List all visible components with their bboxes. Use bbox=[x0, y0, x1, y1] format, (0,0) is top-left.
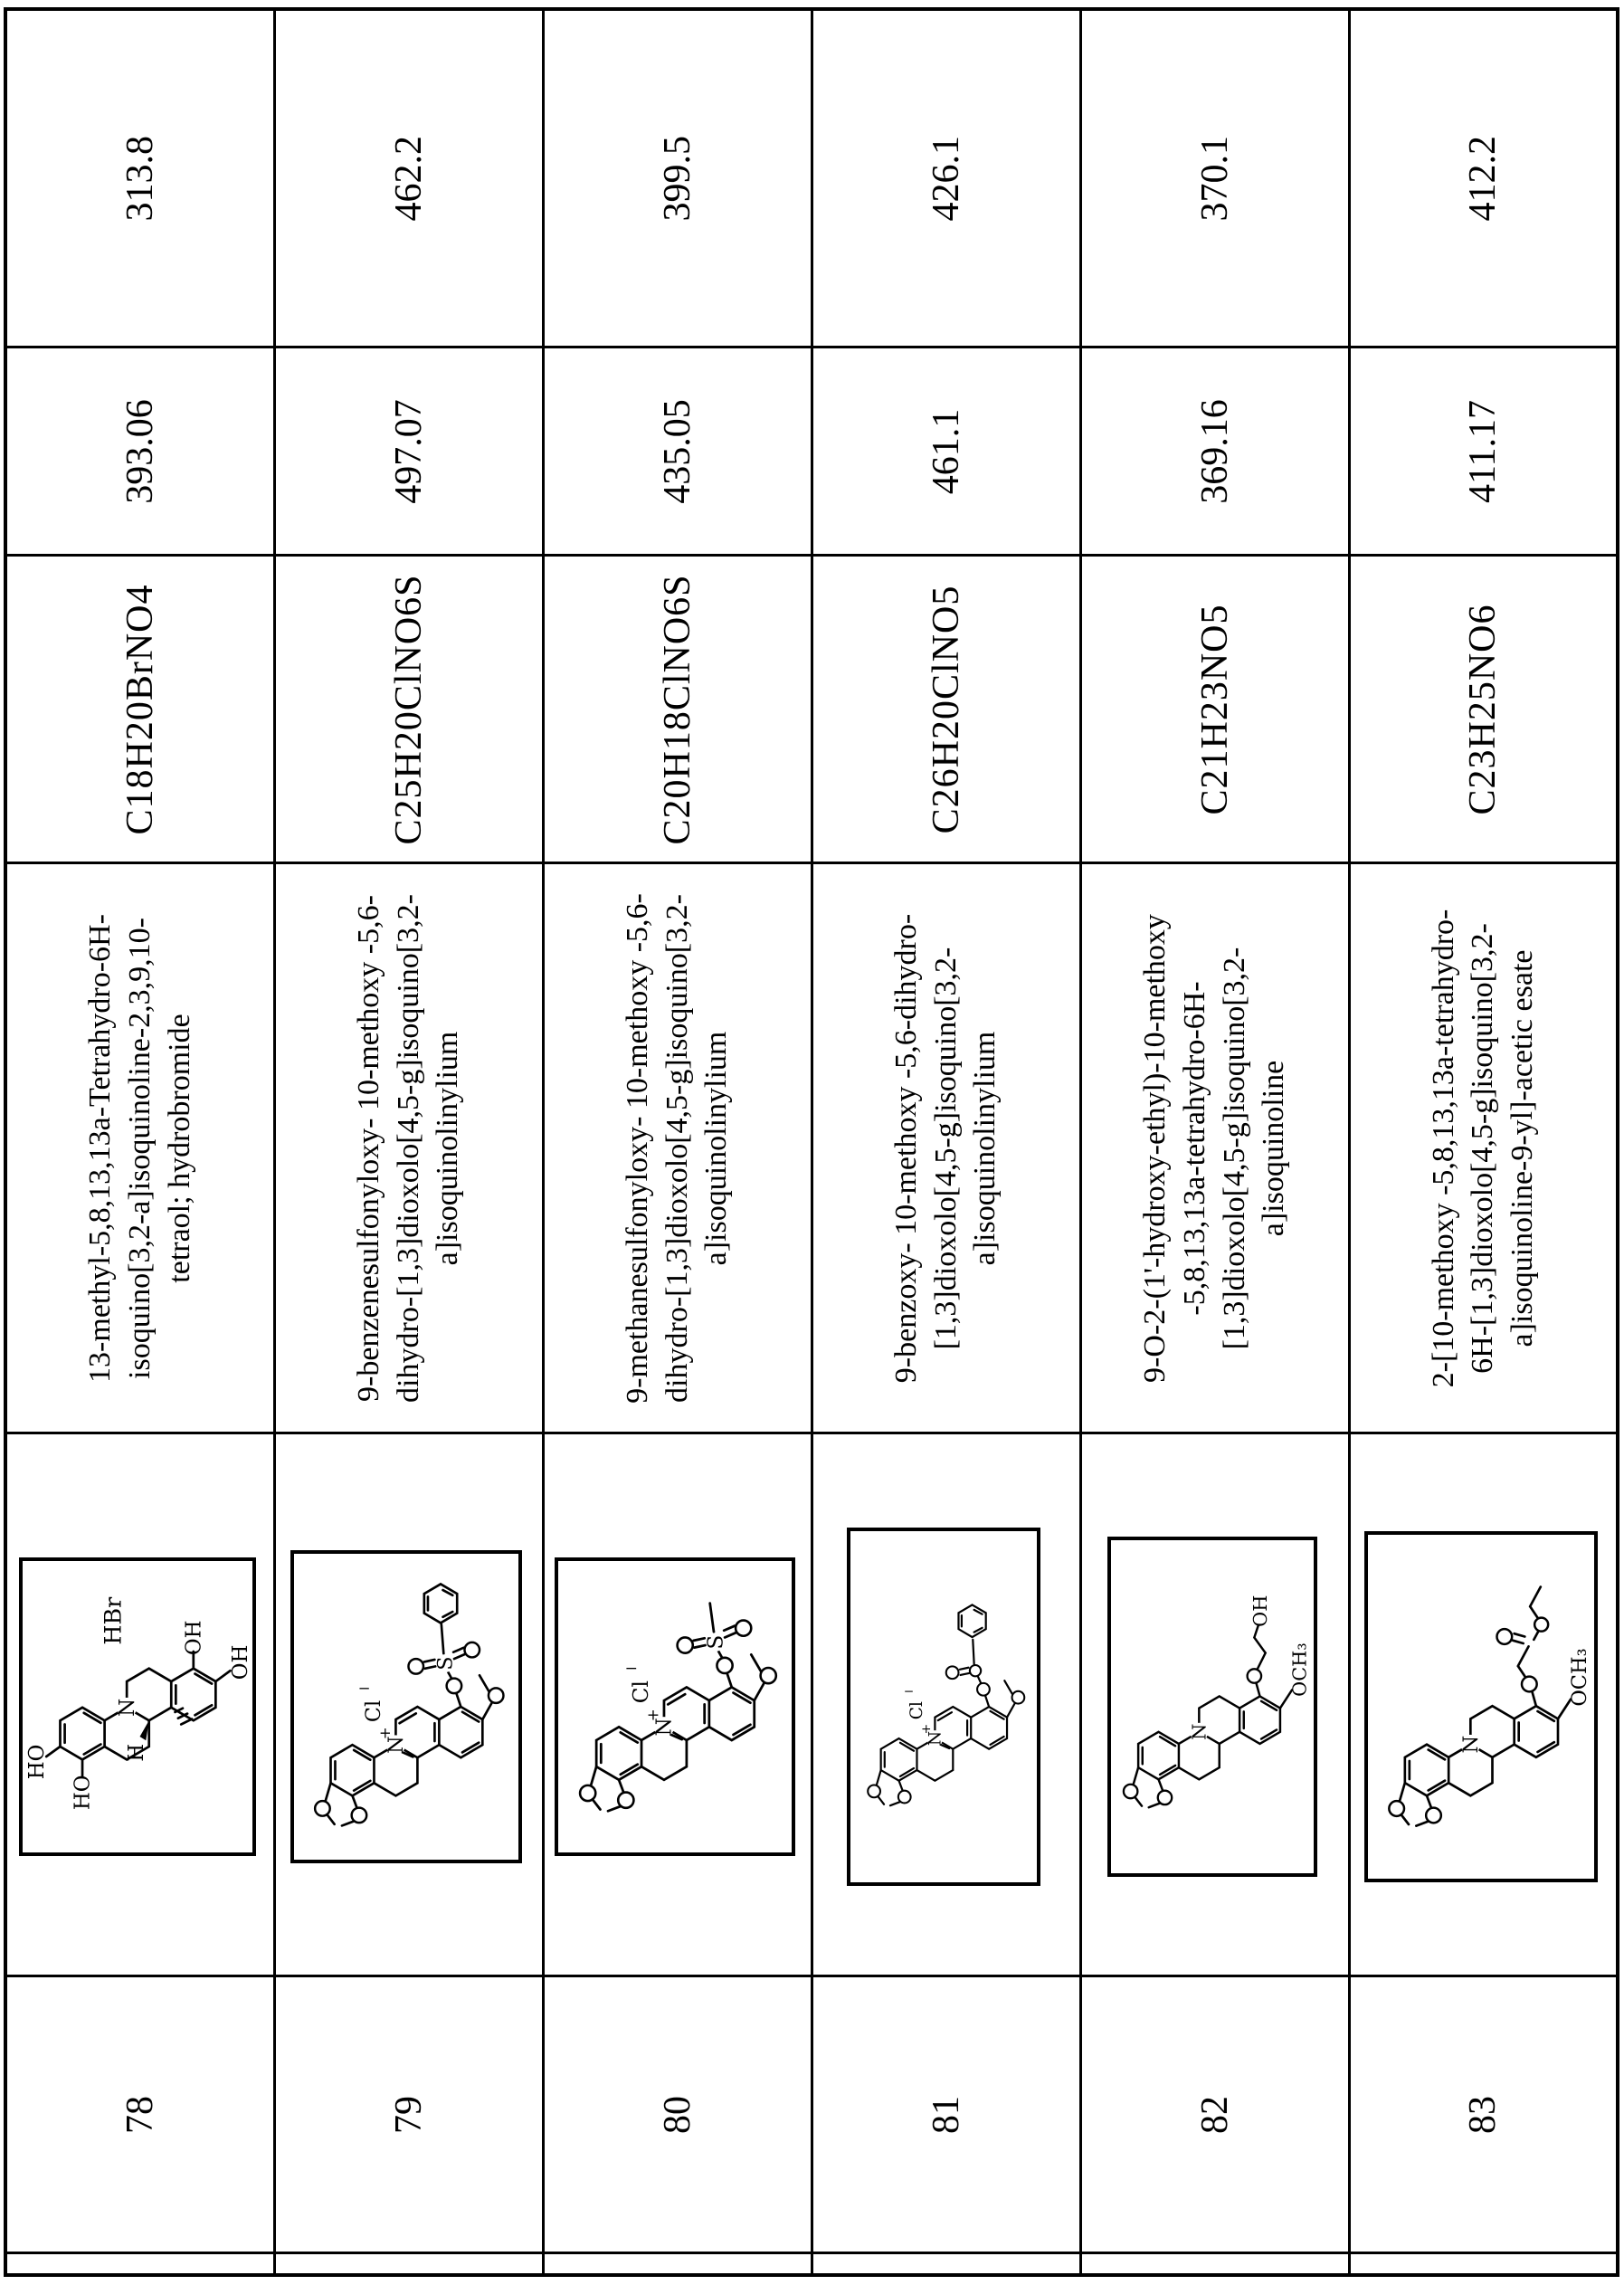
structure-drawing-83 bbox=[1368, 1535, 1594, 1879]
charge-minus: − bbox=[903, 1684, 915, 1699]
molecular-formula: C18H20BrNO4 bbox=[5, 556, 274, 863]
molecular-formula: C25H20ClNO6S bbox=[274, 556, 543, 863]
table-row-80 bbox=[543, 9, 812, 2275]
exact-mass: 411.17 bbox=[1349, 348, 1618, 556]
charge-minus: − bbox=[624, 1660, 639, 1679]
atom-label-n: N bbox=[384, 1736, 408, 1754]
group-label-och3: OCH₃ bbox=[1288, 1642, 1311, 1697]
charge-plus: + bbox=[646, 1706, 660, 1725]
counterion-cl: Cl bbox=[362, 1699, 386, 1723]
exact-mass: 393.06 bbox=[5, 348, 274, 556]
group-label-och3: OCH₃ bbox=[1567, 1648, 1591, 1707]
atom-label-n: N bbox=[115, 1698, 139, 1717]
atom-label-n: N bbox=[1458, 1735, 1483, 1754]
table-row-81 bbox=[812, 9, 1080, 2275]
compound-table bbox=[4, 7, 1619, 2277]
molecular-formula: C23H25NO6 bbox=[1349, 556, 1618, 863]
compound-number: 79 bbox=[274, 1976, 543, 2253]
compound-name: 13-methyl-5,8,13,13a-Tetrahydro-6H-isoquino[3,2-a]isoquinoline-2,3,9,10-tetraol; hydrobromide bbox=[5, 863, 274, 1433]
table-row-83 bbox=[1349, 9, 1618, 2275]
compound-name: 9-O-2-(1'-hydroxy-ethyl)-10-methoxy -5,8,13,13a-tetrahydro-6H-[1,3]dioxolo[4,5-g]isoquino[3,2-a]isoquinoline bbox=[1080, 863, 1349, 1433]
ms-value: 462.2 bbox=[274, 9, 543, 348]
atom-label-n: N bbox=[926, 1730, 945, 1747]
exact-mass: 461.1 bbox=[812, 348, 1080, 556]
bottom-double-line-gap bbox=[274, 2253, 543, 2275]
exact-mass: 369.16 bbox=[1080, 348, 1349, 556]
compound-number: 78 bbox=[5, 1976, 274, 2253]
atom-label-h: H bbox=[124, 1743, 148, 1762]
bottom-double-line-gap bbox=[543, 2253, 812, 2275]
compound-number: 81 bbox=[812, 1976, 1080, 2253]
stereo-wedge bbox=[140, 1720, 149, 1740]
bottom-double-line-gap bbox=[812, 2253, 1080, 2275]
salt-label-hbr: HBr bbox=[99, 1596, 127, 1645]
structure-box-83 bbox=[1364, 1531, 1598, 1882]
rotated-table-wrapper bbox=[4, 11, 1616, 2277]
bottom-double-line-gap bbox=[1080, 2253, 1349, 2275]
compound-name: 9-methanesulfonyloxy- 10-methoxy -5,6-dihydro-[1,3]dioxolo[4,5-g]isoquino[3,2-a]isoquinolinylium bbox=[543, 863, 812, 1433]
group-label-ho: HO bbox=[71, 1775, 95, 1811]
molecular-formula: C20H18ClNO6S bbox=[543, 556, 812, 863]
compound-number: 83 bbox=[1349, 1976, 1618, 2253]
molecular-formula: C21H23NO5 bbox=[1080, 556, 1349, 863]
molecular-formula: C26H20ClNO5 bbox=[812, 556, 1080, 863]
compound-name: 2-[10-methoxy -5,8,13,13a-tetrahydro-6H-[1,3]dioxolo[4,5-g]isoquino[3,2-a]isoquinoline-9-yl]-acetic esate bbox=[1349, 863, 1618, 1433]
counterion-cl: Cl bbox=[628, 1680, 653, 1704]
structure-box-80 bbox=[555, 1557, 795, 1856]
atom-label-n: N bbox=[1188, 1723, 1211, 1740]
structure-drawing-78 bbox=[23, 1561, 252, 1852]
ms-value: 370.1 bbox=[1080, 9, 1349, 348]
atom-label-s: S bbox=[703, 1634, 728, 1650]
compound-number: 80 bbox=[543, 1976, 812, 2253]
group-label-oh: OH bbox=[1249, 1595, 1272, 1627]
compound-number: 82 bbox=[1080, 1976, 1349, 2253]
group-label-oh: OH bbox=[229, 1644, 252, 1680]
ms-value: 399.5 bbox=[543, 9, 812, 348]
charge-minus: − bbox=[357, 1680, 371, 1698]
exact-mass: 435.05 bbox=[543, 348, 812, 556]
structure-drawing-81 bbox=[850, 1531, 1037, 1882]
charge-plus: + bbox=[921, 1721, 932, 1737]
ms-value: 313.8 bbox=[5, 9, 274, 348]
compound-name: 9-benzenesulfonyloxy- 10-methoxy -5,6-dihydro-[1,3]dioxolo[4,5-g]isoquino[3,2-a]isoquinolinylium bbox=[274, 863, 543, 1433]
ms-value: 412.2 bbox=[1349, 9, 1618, 348]
ms-value: 426.1 bbox=[812, 9, 1080, 348]
structure-drawing-82 bbox=[1111, 1540, 1314, 1873]
group-label-oh: OH bbox=[182, 1620, 206, 1656]
table-row-78 bbox=[5, 9, 274, 2275]
structure-box-81 bbox=[847, 1528, 1040, 1886]
table-row-82 bbox=[1080, 9, 1349, 2275]
atom-label-n: N bbox=[651, 1718, 677, 1737]
charge-plus: + bbox=[378, 1724, 392, 1742]
structure-box-82 bbox=[1107, 1537, 1317, 1877]
atom-label-s: S bbox=[433, 1656, 458, 1671]
exact-mass: 497.07 bbox=[274, 348, 543, 556]
counterion-cl: Cl bbox=[907, 1701, 926, 1720]
structure-box-78 bbox=[19, 1557, 256, 1856]
group-label-ho: HO bbox=[24, 1744, 49, 1780]
compound-name: 9-benzoxy- 10-methoxy -5,6-dihydro-[1,3]dioxolo[4,5-g]isoquino[3,2-a]isoquinolinylium bbox=[812, 863, 1080, 1433]
structure-drawing-79 bbox=[294, 1554, 518, 1860]
structure-box-79 bbox=[290, 1550, 522, 1863]
table-row-79 bbox=[274, 9, 543, 2275]
bottom-double-line-gap bbox=[1349, 2253, 1618, 2275]
bottom-double-line-gap bbox=[5, 2253, 274, 2275]
structure-drawing-80 bbox=[558, 1561, 792, 1852]
